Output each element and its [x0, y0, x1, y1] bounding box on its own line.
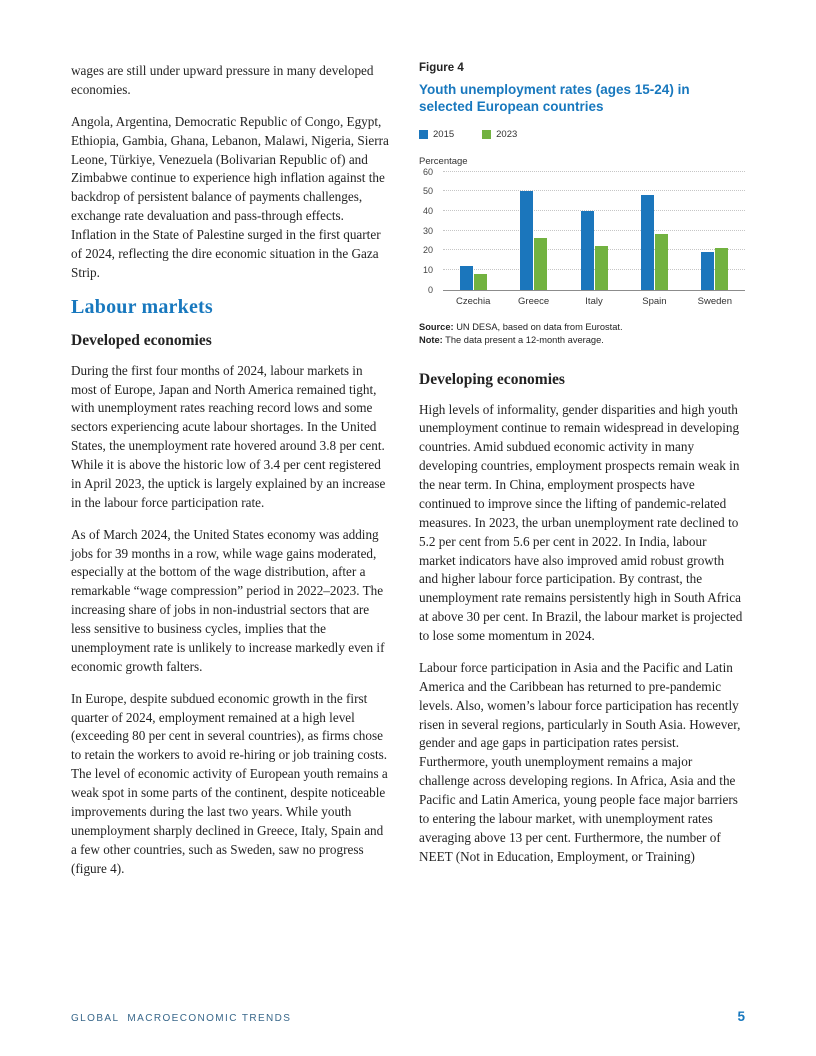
page-footer [71, 1009, 745, 1024]
bar-2015-spain [641, 195, 654, 289]
footer-report-title: GLOBAL MACROECONOMIC TRENDS [71, 1013, 292, 1024]
y-tick-label: 20 [422, 245, 433, 256]
bar-2015-sweden [701, 252, 714, 289]
bar-2015-czechia [460, 266, 473, 290]
paragraph-developed-3: In Europe, despite subdued economic growth in the first quarter of 2024, employment remained at a high level (exceeding 80 per cent in several countries), as firms chose to retain the workers to avoid re-hiring or job training costs. The level of economic activity of European youth remains a weak spot in some parts of the continent, despite noticeable improvements during the last two years. While youth unemployment sharply declined in Greece, Italy, Spain and a few other countries, such as Sweden, saw no progress (figure 4). [71, 690, 388, 876]
paragraph-developing-2: Labour force participation in Asia and the Pacific and Latin America and the Caribbean has returned to pre-pandemic levels. Also, women’s labour force participation has recently risen in several regions, particularly in South Asia. However, gender and age gaps in participation rates persist. Furthermore, youth unemployment remains a major challenge across developing regions. In Africa, Asia and the Pacific and Latin America, young people face major barriers to entering the labour market, with unemployment rates averaging above 13 per cent. Furthermore, the number of NEET (Not in Education, Employment, or Training) [419, 659, 741, 864]
bar-2023-spain [655, 234, 668, 289]
x-tick-label: Italy [585, 295, 603, 307]
y-tick-label: 50 [422, 186, 433, 197]
paragraph-developed-2: As of March 2024, the United States economy was adding jobs for 39 months in a row, while wage gains moderated, especially at the bottom of the wage distribution, after a remarkable “wage compression” period in 2022–2023. The increasing share of jobs in non-industrial sectors that are less sensitive to business cycles, implies that the unemployment rate is unlikely to increase markedly even if economic growth falters. [71, 526, 385, 674]
note-text: The data present a 12-month average. [442, 334, 604, 345]
figure-note [419, 334, 745, 347]
figure-chart [419, 166, 745, 295]
section-heading-labour-markets: Labour markets [71, 295, 213, 318]
bar-group-greece [503, 173, 563, 290]
y-tick-label: 40 [422, 205, 433, 216]
source-text: UN DESA, based on data from Eurostat. [453, 321, 623, 332]
bar-group-czechia [443, 173, 503, 290]
x-tick-label: Spain [642, 295, 667, 307]
y-tick-label: 30 [422, 225, 433, 236]
bar-2023-italy [595, 246, 608, 289]
bar-2015-greece [520, 191, 533, 289]
chart-plot [443, 173, 745, 291]
page-number: 5 [737, 1009, 745, 1024]
x-tick-label: Sweden [697, 295, 732, 307]
y-tick-label: 10 [422, 264, 433, 275]
y-tick-label: 60 [422, 166, 433, 177]
legend-swatch-2015-icon [419, 130, 428, 139]
figure-4-block [419, 62, 745, 347]
paragraph-developing-1: High levels of informality, gender disparities and high youth unemployment continue to remain widespread in developing countries. Amid subdued economic activity in many developing countries, employment prospects remain weak in the near term. In China, employment prospects have continued to improve since the lifting of pandemic-related measures. In 2023, the urban unemployment rate declined to 5.2 per cent from 5.6 per cent in 2022. In India, labour market indicators have also improved amid robust growth and higher labour force participation. By contrast, the unemployment rate remains persistently high in South Africa at above 30 per cent. In Brazil, the labour market is projected to lose some momentum in 2024. [419, 401, 743, 644]
bar-2023-greece [534, 238, 547, 289]
paragraph-developed-1: During the first four months of 2024, labour markets in most of Europe, Japan and North America remained tight, with unemployment rates reaching record lows and some sectors experiencing acute labour shortages. In the United States, the unemployment rate hovered around 3.8 per cent. While it is above the historic low of 3.4 per cent registered in April 2023, the uptick is largely explained by an increase in the labour force participation rate. [71, 362, 386, 510]
two-column-layout [71, 62, 745, 891]
source-label: Source: [419, 321, 454, 332]
legend-item-2023 [482, 129, 517, 140]
y-tick-label: 0 [427, 284, 433, 295]
chart-x-axis [443, 296, 745, 307]
chart-y-axis [419, 166, 439, 295]
right-column [419, 62, 745, 891]
bar-2015-italy [581, 211, 594, 290]
x-tick-label: Czechia [456, 295, 491, 307]
legend-label-2023: 2023 [496, 128, 518, 140]
bar-group-sweden [685, 173, 745, 290]
legend-swatch-2023-icon [482, 130, 491, 139]
figure-label: Figure 4 [419, 62, 464, 74]
chart-legend [419, 129, 745, 140]
bar-group-italy [564, 173, 624, 290]
subheading-developed-economies: Developed economies [71, 331, 212, 349]
bar-2023-czechia [474, 274, 487, 290]
figure-source [419, 321, 745, 334]
note-label: Note: [419, 334, 443, 345]
legend-label-2015: 2015 [433, 128, 455, 140]
bar-group-spain [624, 173, 684, 290]
legend-item-2015 [419, 129, 454, 140]
left-column [71, 62, 391, 891]
paragraph-wages-continuation: wages are still under upward pressure in many developed economies. [71, 63, 374, 97]
gridline [443, 171, 745, 172]
chart-y-axis-title: Percentage [419, 155, 468, 167]
bar-2023-sweden [715, 248, 728, 289]
paragraph-inflation-countries: Angola, Argentina, Democratic Republic of Congo, Egypt, Ethiopia, Gambia, Ghana, Lebanon, Malawi, Nigeria, Sierra Leone, Türkiye, Venezuela (Bolivarian Republic of) and Zimbabwe continue to experience high inflation against the backdrop of persistent balance of payments challenges, exchange rate devaluation and pass-through effects. Inflation in the State of Palestine surged in the first quarter of 2024, reflecting the dire economic situation in the Gaza Strip. [71, 113, 389, 280]
subheading-developing-economies: Developing economies [419, 370, 565, 388]
figure-title: Youth unemployment rates (ages 15-24) in selected European countries [419, 82, 690, 115]
x-tick-label: Greece [518, 295, 550, 307]
